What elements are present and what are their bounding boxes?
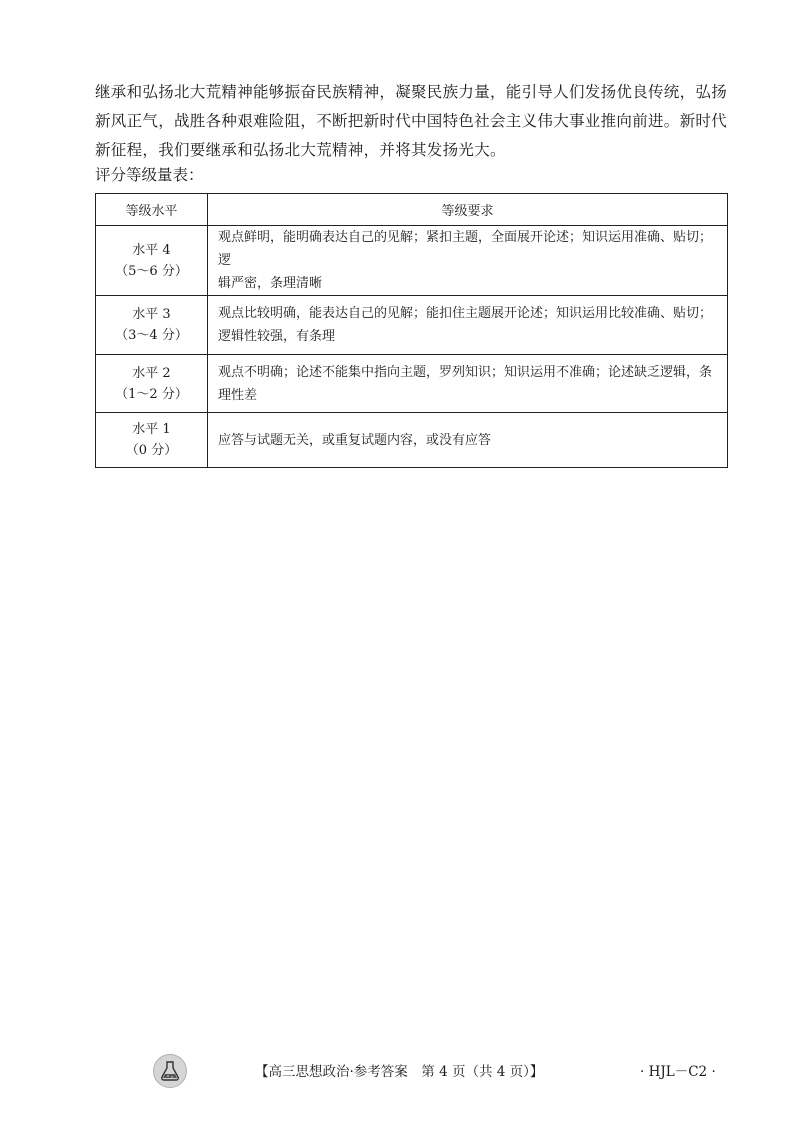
- requirement-line: 观点不明确；论述不能集中指向主题，罗列知识；知识运用不准确；论述缺乏逻辑，条: [218, 364, 713, 380]
- requirement-cell: [208, 413, 728, 468]
- level-label: 水平 3: [132, 307, 171, 322]
- table-title: 评分等级量表：: [95, 166, 204, 184]
- paragraph-line: 继承和弘扬北大荒精神能够振奋民族精神，凝聚民族力量，能引导人们发扬优良传统，弘扬: [95, 83, 728, 101]
- requirement-line: 应答与试题无关，或重复试题内容，或没有应答: [218, 432, 492, 448]
- level-label: 水平 2: [132, 365, 171, 381]
- level-score: （1～2 分）: [115, 386, 188, 402]
- level-score: （3～4 分）: [115, 328, 188, 343]
- grading-table: [95, 193, 728, 468]
- footer-title: 【高三思想政治·参考答案 第 4 页（共 4 页）】: [255, 1064, 544, 1080]
- table-row: [96, 413, 728, 468]
- level-label: 水平 1: [132, 422, 171, 437]
- requirement-cell: [208, 296, 728, 355]
- level-cell: [96, 296, 208, 355]
- requirement-line: 观点鲜明，能明确表达自己的见解；紧扣主题，全面展开论述；知识运用准确、贴切；逻: [218, 230, 713, 268]
- table-header-row: [96, 194, 728, 226]
- level-label: 水平 4: [132, 242, 171, 258]
- requirement-cell: [208, 355, 728, 413]
- page-footer: [0, 1052, 800, 1092]
- flask-logo-icon: [153, 1054, 187, 1088]
- table-row: [96, 226, 728, 296]
- footer-code: · HJL－C2 ·: [640, 1064, 716, 1080]
- header-level: 等级水平: [96, 194, 208, 226]
- requirement-line: 逻辑性较强，有条理: [218, 329, 336, 344]
- header-requirement: 等级要求: [208, 194, 728, 226]
- level-score: （5～6 分）: [115, 263, 188, 279]
- requirement-cell: [208, 226, 728, 296]
- paragraph-line: 新风正气，战胜各种艰难险阻，不断把新时代中国特色社会主义伟大事业推向前进。新时代: [95, 112, 728, 130]
- table-row: [96, 355, 728, 413]
- paragraph-line: 新征程，我们要继承和弘扬北大荒精神，并将其发扬光大。: [95, 141, 506, 159]
- requirement-line: 观点比较明确，能表达自己的见解；能扣住主题展开论述；知识运用比较准确、贴切；: [218, 306, 713, 321]
- level-score: （0 分）: [125, 443, 178, 458]
- level-cell: [96, 413, 208, 468]
- level-cell: [96, 226, 208, 296]
- table-row: [96, 296, 728, 355]
- level-cell: [96, 355, 208, 413]
- answer-paragraph: [95, 78, 735, 165]
- requirement-line: 辑严密，条理清晰: [218, 276, 323, 291]
- requirement-line: 理性差: [218, 387, 258, 403]
